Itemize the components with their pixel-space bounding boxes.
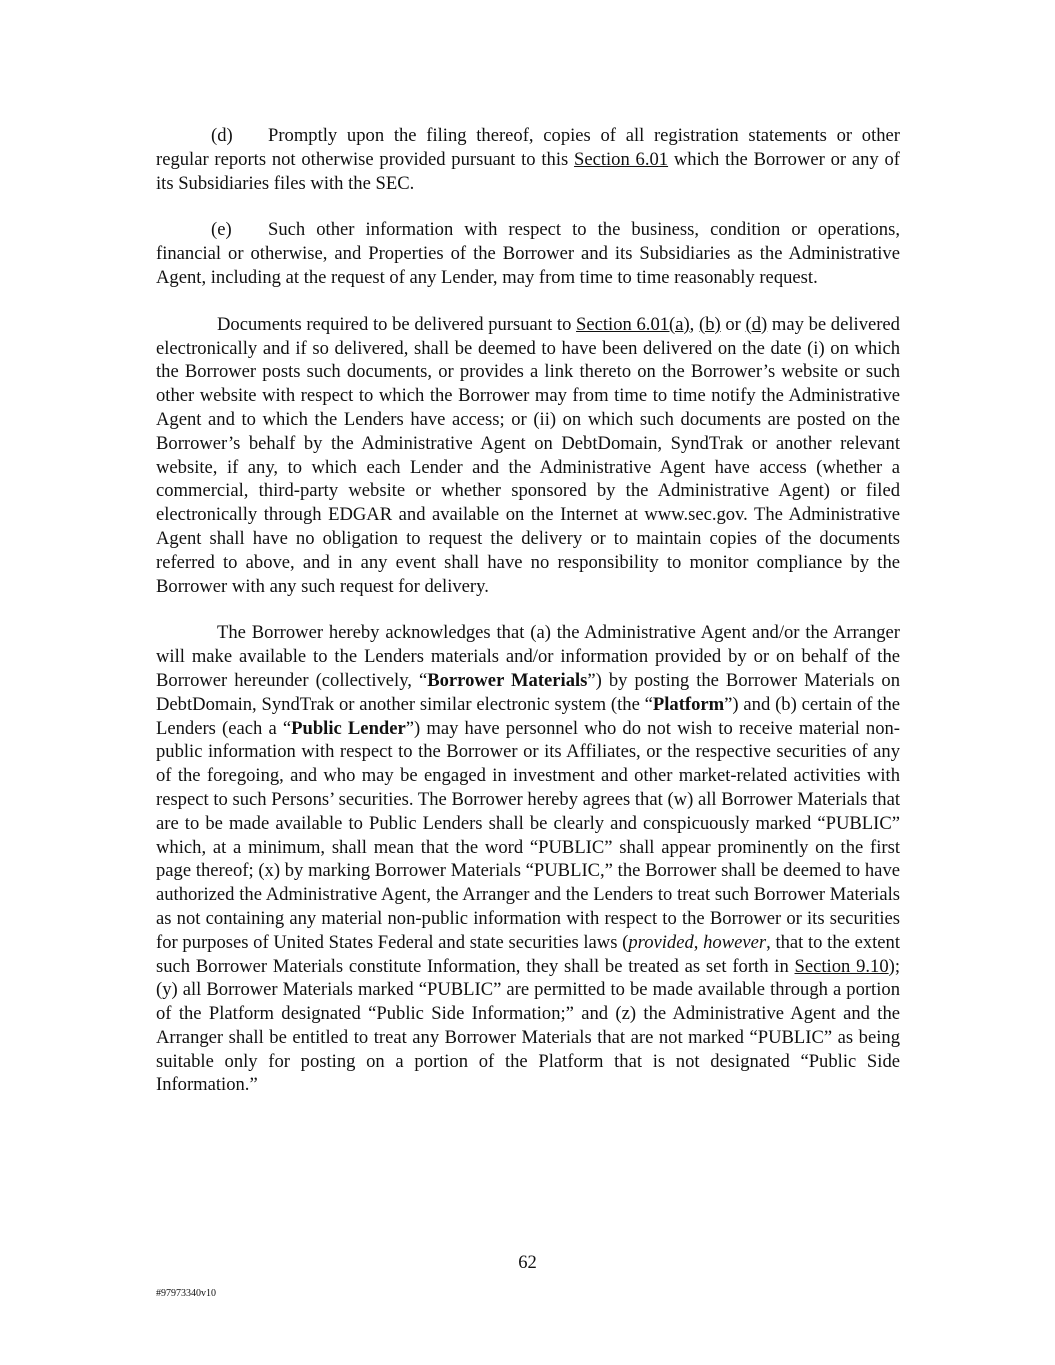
borrower-text-6: , that to the extent such Borrower Materials constitute Information, they shall be treated as set forth in <box>156 931 901 977</box>
borrower-materials-paragraph <box>156 621 900 1097</box>
term-borrower-materials: Borrower Materials <box>427 669 588 691</box>
borrower-text-2: ”) by posting the Borrower Materials on DebtDomain, SyndTrak or another similar electronic system (the “ <box>156 669 900 715</box>
italic-provided: provided <box>628 931 694 953</box>
clause-e-label: (e) <box>211 219 232 241</box>
clause-d-text: Promptly upon the filing thereof, copies of all registration statements or other regular reports not otherwise provided pursuant to this <box>156 125 900 170</box>
borrower-text-7: ); (y) all Borrower Materials marked “PUBLIC” are permitted to be made available through a portion of the Platform designated “Public Side Information;” and (z) the Administrative Agent and the Arranger shall be entitled to treat any Borrower Materials that are not marked “PUBLIC” as being suitable only for posting on a portion of the Platform that is not designated “Public Side Information.” <box>156 955 900 1096</box>
documents-text-start: Documents required to be delivered pursuant to <box>217 313 577 335</box>
borrower-text-1: The Borrower hereby acknowledges that (a) the Administrative Agent and/or the Arranger will make available to the Lenders materials and/or information provided by or on behalf of the Borrower hereunder (collectively, “ <box>156 622 900 691</box>
clause-d-text-end: which the Borrower or any of its Subsidiaries files with the SEC. <box>156 148 900 194</box>
term-platform: Platform <box>652 693 725 715</box>
section-6-01a-reference: Section 6.01(a) <box>576 313 690 335</box>
term-public-lender: Public Lender <box>291 717 406 739</box>
separator: , <box>689 313 699 335</box>
clause-b-reference: (b) <box>699 313 721 335</box>
clause-d-label: (d) <box>211 125 233 146</box>
documents-text-end: may be delivered electronically and if so delivered, shall be deemed to have been delivered on the date (i) on which the Borrower posts such documents, or provides a link thereto on the Borrower’s website or such other website with respect to which the Borrower may from time to time notify the Administrative Agent and to which the Lenders have access; or (ii) on which such documents are posted on the Borrower’s behalf by the Administrative Agent on DebtDomain, SyndTrak or another relevant website, if any, to which each Lender and the Administrative Agent have access (whether a commercial, third-party website or whether sponsored by the Administrative Agent) or filed electronically through EDGAR and available on the Internet at www.sec.gov. The Administrative Agent shall have no obligation to request the delivery or to maintain copies of the documents referred to above, and in any event shall have no responsibility to monitor compliance by the Borrower with any such request for delivery. <box>156 313 900 597</box>
clause-e-text: Such other information with respect to the business, condition or operations, financial or otherwise, and Properties of the Borrower and its Subsidiaries as the Administrative Agent, including at the request of any Lender, may from time to time reasonably request. <box>156 219 900 288</box>
clause-d <box>156 124 900 195</box>
page-number: 62 <box>518 1252 537 1273</box>
borrower-text-3: ”) and (b) certain of the Lenders (each a “ <box>156 693 900 739</box>
section-6-01-reference: Section 6.01 <box>574 148 669 170</box>
document-id: #97973340v10 <box>156 1288 216 1299</box>
document-body <box>156 124 900 1120</box>
borrower-text-4: ”) may have personnel who do not wish to receive material non-public information with respect to the Borrower or its Affiliates, or the respective securities of any of the foregoing, and who may be engaged in investment and other market-related activities with respect to such Persons’ securities. The Borrower hereby agrees that (w) all Borrower Materials that are to be made available to Public Lenders shall be clearly and conspicuously marked “PUBLIC” which, at a minimum, shall mean that the word “PUBLIC” shall appear prominently on the first page thereof; (x) by marking Borrower Materials “PUBLIC,” the Borrower shall be deemed to have authorized the Administrative Agent, the Arranger and the Lenders to treat such Borrower Materials as not containing any material non-public information with respect to the Borrower or its securities for purposes of United States Federal and state securities laws ( <box>156 717 900 953</box>
section-9-10-reference: Section 9.10 <box>794 955 889 977</box>
separator: or <box>720 313 746 335</box>
clause-d-reference: (d) <box>745 313 768 335</box>
borrower-text-5: , <box>693 931 704 953</box>
documents-delivery-paragraph <box>156 313 900 599</box>
italic-however: however <box>703 931 767 953</box>
clause-e <box>156 218 900 289</box>
